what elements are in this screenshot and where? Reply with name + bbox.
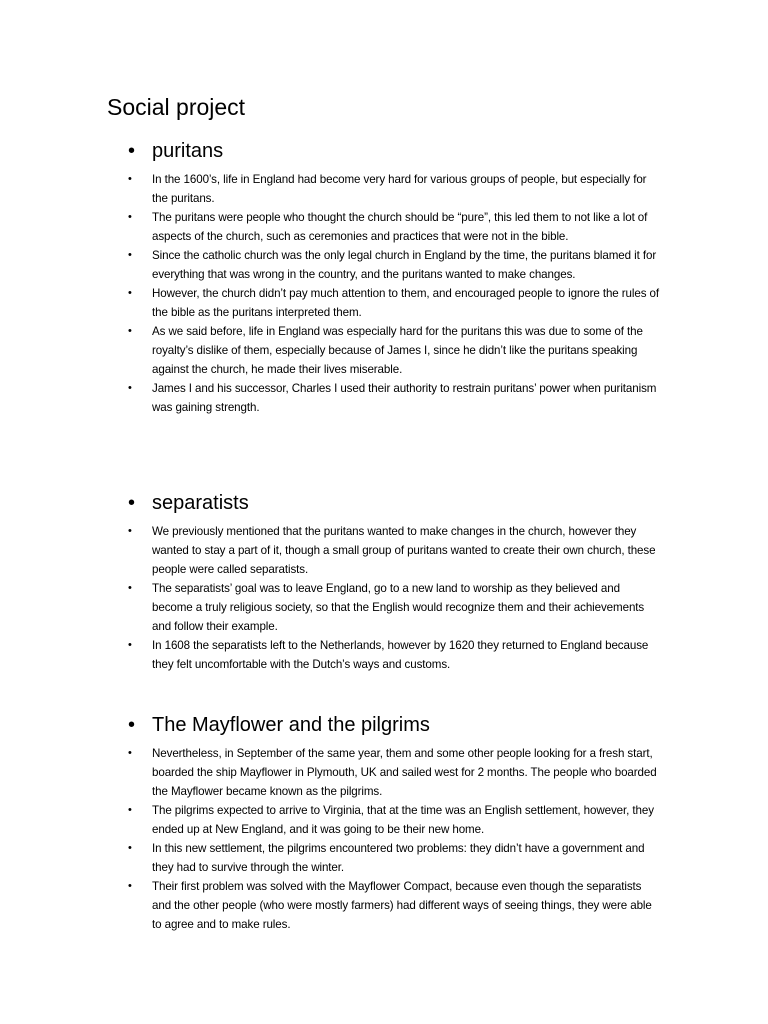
section-puritans <box>0 138 768 417</box>
list-item-text: In 1608 the separatists left to the Netherlands, however by 1620 they returned to England because they felt uncomfortable with the Dutch’s ways and customs. <box>152 639 649 671</box>
bullet-icon: • <box>128 714 136 736</box>
bullet-icon: • <box>128 525 132 537</box>
section-heading <box>0 490 768 516</box>
list-item <box>0 636 662 674</box>
bullet-icon: • <box>128 325 132 337</box>
bullet-icon: • <box>128 249 132 261</box>
list-item-text: Since the catholic church was the only legal church in England by the time, the puritans blamed it for everything that was wrong in the country, and the puritans wanted to make changes. <box>152 249 657 281</box>
bullet-list <box>0 170 768 417</box>
list-item <box>0 877 662 934</box>
list-item-text: As we said before, life in England was especially hard for the puritans this was due to some of the royalty’s dislike of them, especially because of James I, since he didn’t like the puritans speaking against the church, he made their lives miserable. <box>152 325 643 376</box>
bullet-icon: • <box>128 140 136 162</box>
list-item-text: The pilgrims expected to arrive to Virginia, that at the time was an English settlement, however, they ended up at New England, and it was going to be their new home. <box>152 804 654 836</box>
list-item <box>0 379 662 417</box>
section-separatists <box>0 490 768 674</box>
section-heading-text: separatists <box>152 492 249 514</box>
section-mayflower <box>0 712 768 934</box>
list-item-text: Nevertheless, in September of the same year, them and some other people looking for a fresh start, boarded the ship Mayflower in Plymouth, UK and sailed west for 2 months. The people who boarded the Mayflower became known as the pilgrims. <box>152 747 657 798</box>
bullet-list <box>0 522 768 674</box>
list-item <box>0 246 662 284</box>
list-item <box>0 839 662 877</box>
bullet-icon: • <box>128 211 132 223</box>
list-item-text: However, the church didn’t pay much attention to them, and encouraged people to ignore the rules of the bible as the puritans interpreted them. <box>152 287 659 319</box>
bullet-icon: • <box>128 804 132 816</box>
section-heading <box>0 138 768 164</box>
bullet-icon: • <box>128 842 132 854</box>
bullet-icon: • <box>128 880 132 892</box>
bullet-icon: • <box>128 492 136 514</box>
section-heading <box>0 712 768 738</box>
document-title: Social project <box>107 94 246 120</box>
list-item-text: In the 1600’s, life in England had become very hard for various groups of people, but especially for the puritans. <box>152 173 647 205</box>
list-item <box>0 322 662 379</box>
bullet-icon: • <box>128 382 132 394</box>
list-item <box>0 579 662 636</box>
list-item <box>0 284 662 322</box>
bullet-list <box>0 744 768 934</box>
bullet-icon: • <box>128 582 132 594</box>
list-item-text: We previously mentioned that the puritans wanted to make changes in the church, however they wanted to stay a part of it, though a small group of puritans wanted to create their own church, these people were called separatists. <box>152 525 656 576</box>
list-item <box>0 170 662 208</box>
section-heading-text: puritans <box>152 140 224 162</box>
list-item-text: The separatists’ goal was to leave England, go to a new land to worship as they believed and become a truly religious society, so that the English would recognize them and their achievements and follow their example. <box>152 582 645 633</box>
list-item <box>0 522 662 579</box>
section-heading-text: The Mayflower and the pilgrims <box>152 714 430 736</box>
list-item <box>0 801 662 839</box>
list-item-text: Their first problem was solved with the Mayflower Compact, because even though the separatists and the other people (who were mostly farmers) had different ways of seeing things, they were able to agree and to make rules. <box>152 880 652 931</box>
bullet-icon: • <box>128 287 132 299</box>
bullet-icon: • <box>128 747 132 759</box>
list-item <box>0 208 662 246</box>
bullet-icon: • <box>128 173 132 185</box>
list-item-text: The puritans were people who thought the church should be “pure”, this led them to not like a lot of aspects of the church, such as ceremonies and practices that were not in the bible. <box>152 211 648 243</box>
list-item-text: James I and his successor, Charles I used their authority to restrain puritans’ power when puritanism was gaining strength. <box>152 382 657 414</box>
bullet-icon: • <box>128 639 132 651</box>
list-item <box>0 744 662 801</box>
list-item-text: In this new settlement, the pilgrims encountered two problems: they didn’t have a government and they had to survive through the winter. <box>152 842 645 874</box>
